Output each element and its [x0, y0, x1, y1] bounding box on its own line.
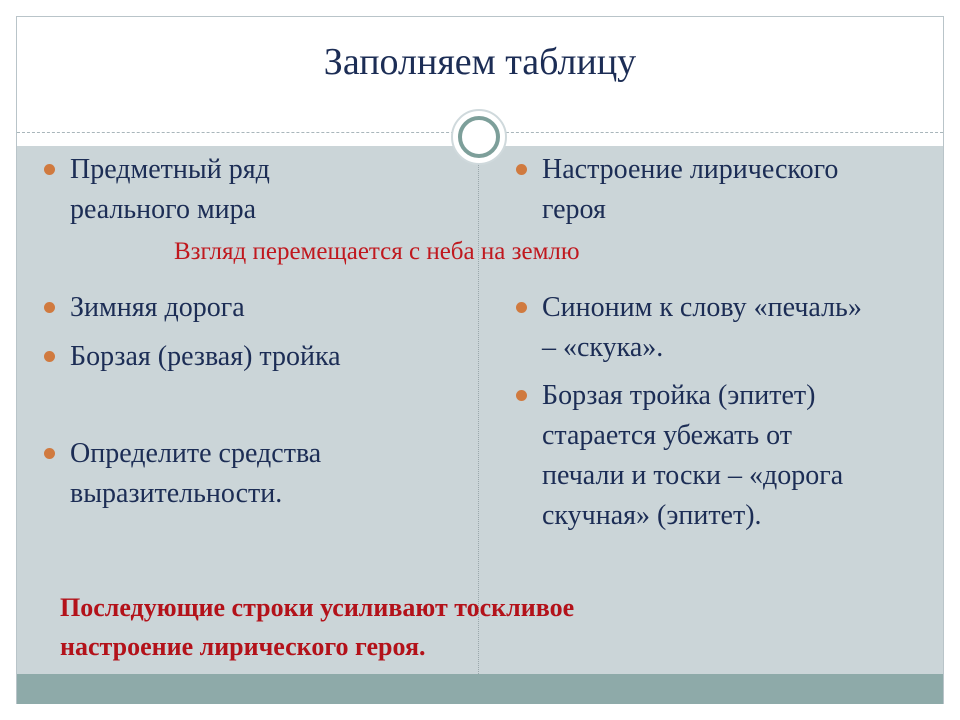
right-item-2	[514, 376, 843, 536]
bullet-icon	[44, 448, 55, 459]
accent-note: Взгляд перемещается с неба на землю	[174, 238, 580, 265]
left-item-2-line-1: Борзая (резвая) тройка	[70, 341, 341, 372]
left-item-1	[42, 288, 245, 328]
left-header-item	[42, 150, 270, 230]
left-item-3	[42, 434, 321, 514]
bullet-icon	[44, 164, 55, 175]
left-item-3-line-1: Определите средства	[70, 438, 322, 469]
right-item-1	[514, 288, 862, 368]
left-item-1-line-1: Зимняя дорога	[70, 292, 245, 323]
left-item-2	[42, 337, 341, 377]
conclusion-text	[60, 588, 574, 666]
right-header-line-2: героя	[542, 194, 606, 225]
conclusion-line-2: настроение лирического героя.	[60, 632, 426, 661]
left-header-line-2: реального мира	[70, 194, 257, 225]
right-item-2-line-3: печали и тоски – «дорога	[542, 460, 844, 491]
right-header-item	[514, 150, 838, 230]
footer-bar	[17, 674, 943, 704]
right-item-2-line-4: скучная» (эпитет).	[542, 500, 762, 531]
conclusion-line-1: Последующие строки усиливают тоскливое	[60, 593, 575, 622]
left-item-3-line-2: выразительности.	[70, 478, 283, 509]
right-header-line-1: Настроение лирического	[542, 154, 839, 185]
slide-title: Заполняем таблицу	[323, 41, 637, 83]
left-header-line-1: Предметный ряд	[70, 154, 270, 185]
bullet-icon	[44, 302, 55, 313]
right-item-2-line-1: Борзая тройка (эпитет)	[542, 380, 816, 411]
frame-top-line	[16, 16, 944, 17]
right-item-1-line-1: Синоним к слову «печаль»	[542, 292, 862, 323]
circle-ornament-icon	[451, 109, 507, 165]
bullet-icon	[516, 164, 527, 175]
bullet-icon	[516, 390, 527, 401]
bullet-icon	[44, 351, 55, 362]
frame-right-line	[943, 16, 944, 704]
bullet-icon	[516, 302, 527, 313]
circle-ring-icon	[458, 116, 500, 158]
right-item-2-line-2: старается убежать от	[542, 420, 793, 451]
right-item-1-line-2: – «скука».	[542, 332, 664, 363]
